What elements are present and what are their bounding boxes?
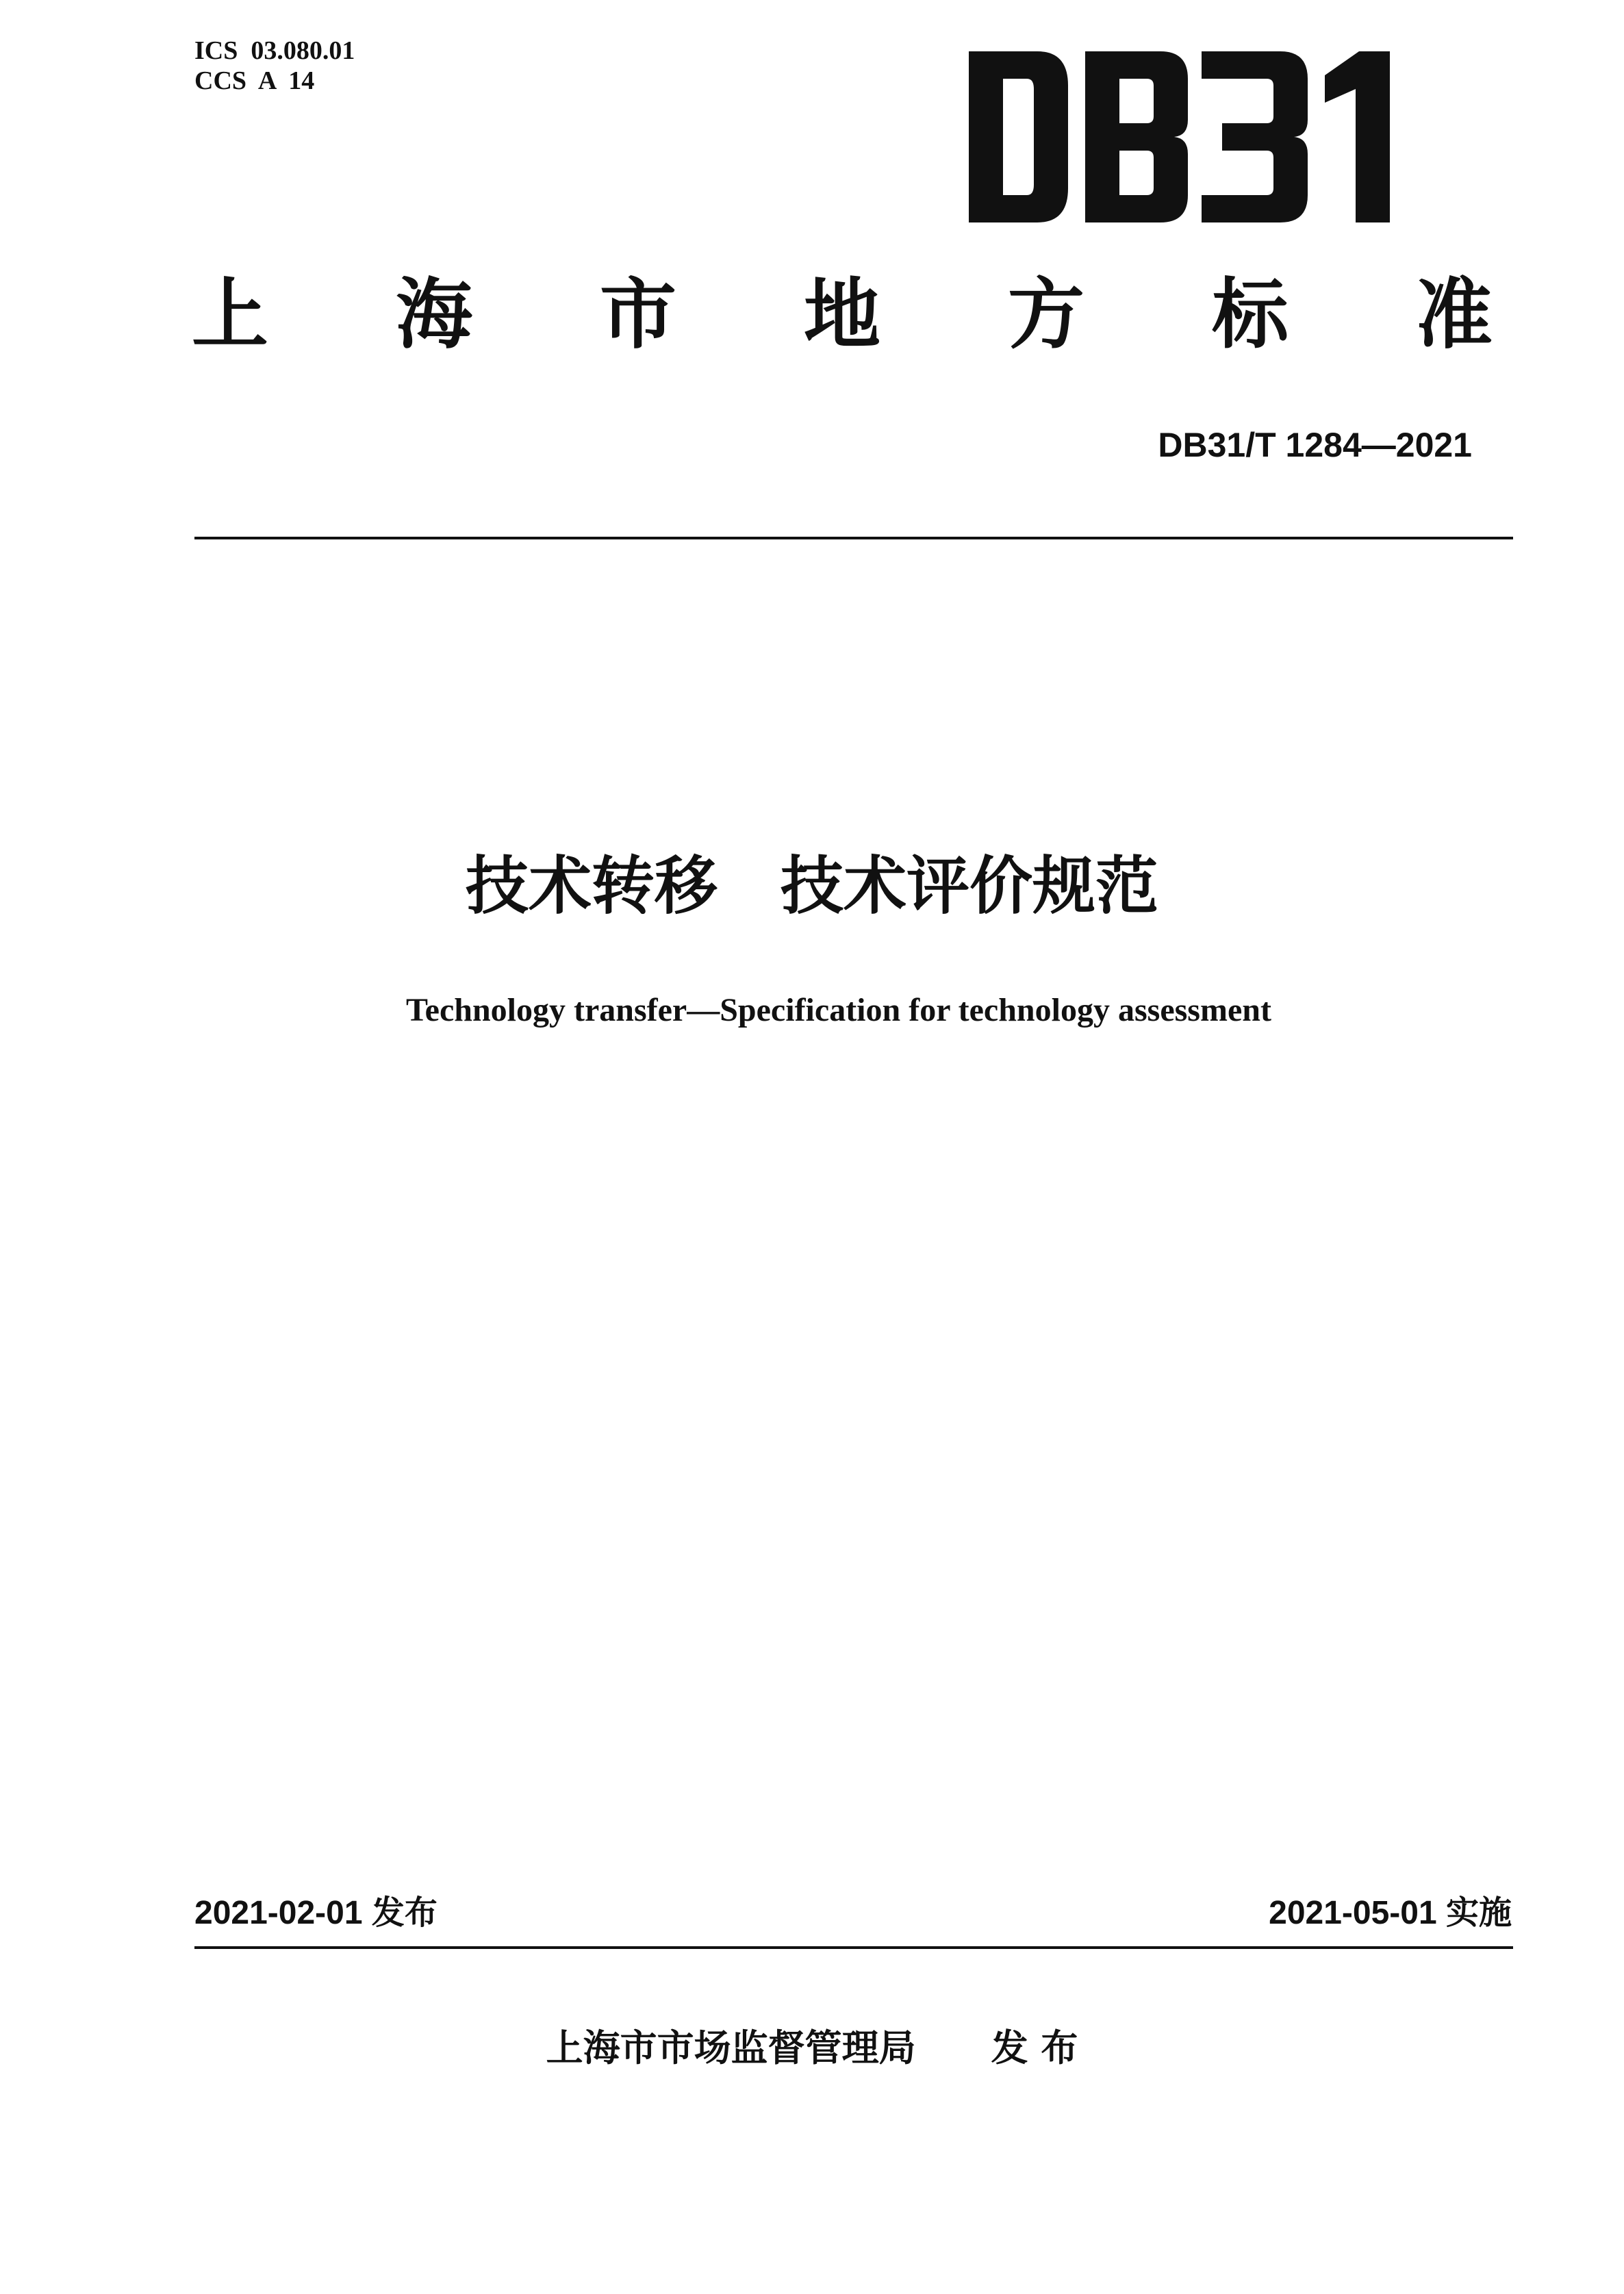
standard-type-heading	[192, 270, 1493, 359]
standard-type-char: 标	[1212, 270, 1289, 359]
issuer-action: 发 布	[991, 2026, 1078, 2069]
implementation-date: 2021-05-01 实施	[1269, 1895, 1512, 1931]
standard-type-char: 市	[600, 270, 676, 359]
standard-type-char: 方	[1008, 270, 1084, 359]
issuer-name: 上海市市场监督管理局	[546, 2026, 916, 2069]
standard-type-char: 地	[804, 270, 880, 359]
issuing-authority	[0, 2026, 1624, 2070]
title-chinese: 技术转移 技术评价规范	[465, 850, 1159, 923]
title-english: Technology transfer—Specification for technology assessment	[406, 992, 1271, 1028]
classification-codes	[194, 36, 355, 96]
standard-type-char: 准	[1416, 270, 1493, 359]
standard-code: DB31/T 1284—2021	[1158, 426, 1472, 464]
ics-code: ICS 03.080.01	[194, 36, 355, 65]
db31-logo	[965, 48, 1417, 226]
bottom-divider	[194, 1946, 1513, 1949]
issue-date: 2021-02-01 发布	[194, 1895, 437, 1931]
ccs-code: CCS A 14	[194, 66, 315, 95]
standard-type-char: 海	[396, 270, 472, 359]
standard-type-char: 上	[192, 270, 268, 359]
top-divider	[194, 537, 1513, 539]
